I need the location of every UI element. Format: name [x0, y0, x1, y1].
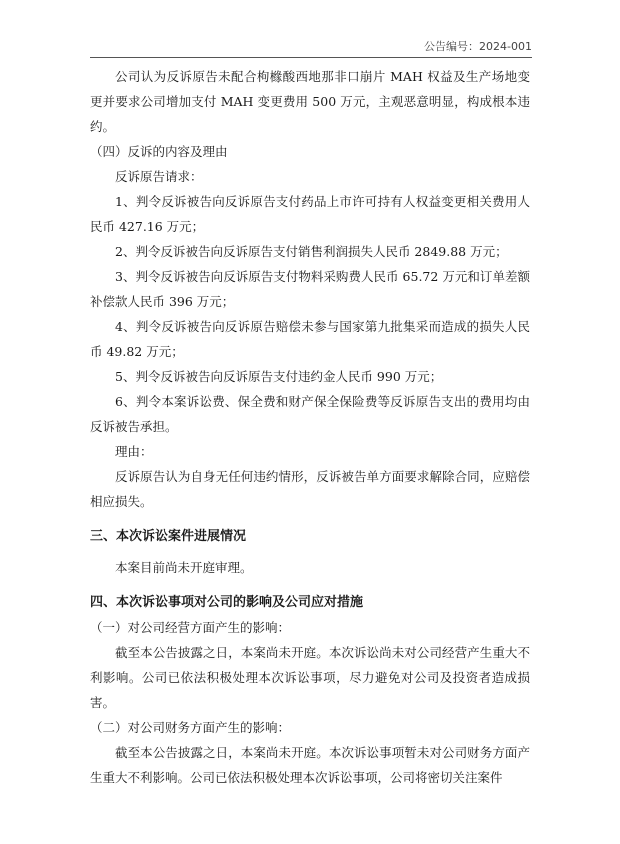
- request-item-1: 1、判令反诉被告向反诉原告支付药品上市许可持有人权益变更相关费用人民币 427.16 万元；: [90, 194, 530, 234]
- progress-text: 本案目前尚未开庭审理。: [115, 560, 253, 575]
- header-divider: [90, 57, 532, 58]
- impact-operations-title: （一）对公司经营方面产生的影响：: [90, 620, 291, 635]
- request-label: 反诉原告请求：: [115, 169, 203, 184]
- impact-operations-text: 截至本公告披露之日，本案尚未开庭。本次诉讼尚未对公司经营产生重大不利影响。公司已依法积极处理本次诉讼事项，尽力避免对公司及投资者造成损害。: [90, 645, 530, 710]
- announcement-number: 公告编号：2024-001: [424, 40, 532, 53]
- request-item-2: 2、判令反诉被告向反诉原告支付销售利润损失人民币 2849.88 万元；: [115, 244, 508, 259]
- section-heading-progress: 三、本次诉讼案件进展情况: [90, 529, 247, 544]
- reason-text: 反诉原告认为自身无任何违约情形，反诉被告单方面要求解除合同，应赔偿相应损失。: [90, 469, 530, 509]
- request-item-6: 6、判令本案诉讼费、保全费和财产保全保险费等反诉原告支出的费用均由反诉被告承担。: [90, 394, 530, 434]
- request-item-5: 5、判令反诉被告向反诉原告支付违约金人民币 990 万元；: [115, 369, 443, 384]
- impact-finance-text: 截至本公告披露之日，本案尚未开庭。本次诉讼事项暂未对公司财务方面产生重大不利影响。公司已依法积极处理本次诉讼事项，公司将密切关注案件: [90, 745, 530, 785]
- impact-finance-title: （二）对公司财务方面产生的影响：: [90, 720, 291, 735]
- paragraph-breach: 公司认为反诉原告未配合枸橼酸西地那非口崩片 MAH 权益及生产场地变更并要求公司增加支付 MAH 变更费用 500 万元，主观恶意明显，构成根本违约。: [90, 69, 530, 134]
- request-item-4: 4、判令反诉被告向反诉原告赔偿未参与国家第九批集采而造成的损失人民币 49.82 万元；: [90, 319, 530, 359]
- document-body: [90, 64, 530, 790]
- section-heading-impact: 四、本次诉讼事项对公司的影响及公司应对措施: [90, 595, 364, 610]
- reason-label: 理由：: [115, 444, 153, 459]
- section-heading-counterclaim: （四）反诉的内容及理由: [90, 144, 228, 159]
- request-item-3: 3、判令反诉被告向反诉原告支付物料采购费人民币 65.72 万元和订单差额补偿款人民币 396 万元；: [90, 269, 530, 309]
